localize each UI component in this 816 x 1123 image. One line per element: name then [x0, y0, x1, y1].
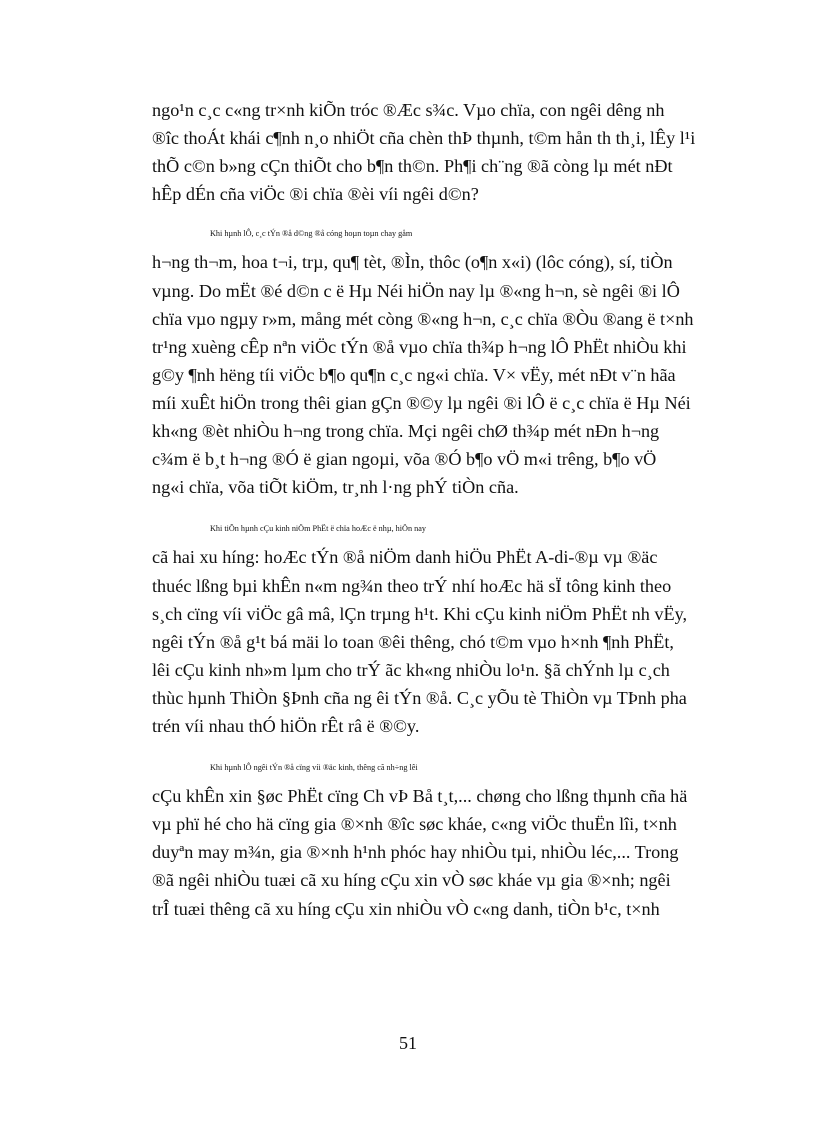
text-line: c¾m ë b¸t h¬ng ®Ó ë gian ngoµi, võa ®Ó b¶o vÖ m«i trêng, b¶o vÖ: [152, 449, 657, 470]
text-line: Khi hµnh lÔ, c¸c tÝn ®å d©ng ®å cóng hoµn toµn chay gåm: [210, 229, 413, 239]
text-line: Khi hµnh lÔ ngêi tÝn ®å cïng víi ®äc kinh, thêng cã nh÷ng lêi: [210, 763, 418, 773]
text-line: vµ phï hé cho hä cïng gia ®×nh ®îc søc kháe, c«ng viÖc thuËn lîi, t×nh: [152, 814, 677, 835]
paragraph-1: [152, 96, 740, 208]
text-line: ngêi tÝn ®å g¹t bá mäi lo toan ®êi thêng, chó t©m vµo h×nh ¶nh PhËt,: [152, 631, 674, 652]
text-line: kh«ng ®èt nhiÒu h¬ng trong chïa. Mçi ngêi chØ th¾p mét nÐn h¬ng: [152, 421, 660, 442]
paragraph-3: [152, 515, 740, 740]
text-line: duyªn may m¾n, gia ®×nh h¹nh phóc hay nhiÒu tµi, nhiÒu léc,... Trong: [152, 842, 679, 863]
text-line: ®îc thoÁt khái c¶nh n¸o nhiÖt cña chèn thÞ thµnh, t©m hån th th¸i, lÊy l¹i: [152, 128, 696, 149]
text-line: trén víi nhau thÓ hiÖn rÊt râ ë ®©y.: [152, 715, 420, 736]
text-line: míi xuÊt hiÖn trong thêi gian gÇn ®©y lµ ngêi ®i lÔ ë c¸c chïa ë Hµ Néi: [152, 392, 691, 413]
page-number: 51: [399, 1033, 417, 1053]
text-line: vµng. Do mËt ®é d©n c ë Hµ Néi hiÖn nay lµ ®«ng h¬n, sè ngêi ®i lÔ: [152, 280, 680, 301]
paragraph-2: [152, 220, 740, 501]
text-line: trÎ tuæi thêng cã xu híng cÇu xin nhiÒu vÒ c«ng danh, tiÒn b¹c, t×nh: [152, 898, 660, 919]
text-line: thÕ c©n b»ng cÇn thiÕt cho b¶n th©n. Ph¶i ch¨ng ®ã còng lµ mét nÐt: [152, 156, 673, 177]
text-line: cÇu khÊn xin §øc PhËt cïng Ch vÞ Bå t¸t,... chøng cho lßng thµnh cña hä: [152, 786, 688, 807]
text-line: ng«i chïa, võa tiÕt kiÖm, tr¸nh l·ng phÝ tiÒn cña.: [152, 477, 519, 498]
text-line: tr¹ng xuèng cÊp nªn viÖc tÝn ®å vµo chïa th¾p h¬ng lÔ PhËt nhiÒu khi: [152, 336, 687, 357]
text-line: g©y ¶nh hëng tíi viÖc b¶o qu¶n c¸c ng«i chïa. V× vËy, mét nÐt v¨n hãa: [152, 364, 676, 385]
text-line: s¸ch cïng víi viÖc gâ mâ, lÇn trµng h¹t. Khi cÇu kinh niÖm PhËt nh vËy,: [152, 603, 688, 624]
paragraph-4: [152, 754, 740, 923]
text-line: cã hai xu híng: hoÆc tÝn ®å niÖm danh hiÖu PhËt A-di-®µ vµ ®äc: [152, 547, 658, 568]
text-line: lêi cÇu kinh nh»m lµm cho trÝ ãc kh«ng nhiÒu lo¹n. §ã chÝnh lµ c¸ch: [152, 659, 670, 680]
page-body: [152, 96, 740, 923]
text-line: ®ã ngêi nhiÒu tuæi cã xu híng cÇu xin vÒ søc kháe vµ gia ®×nh; ngêi: [152, 870, 671, 891]
text-line: chïa vµo ngµy r»m, mång mét còng ®«ng h¬n, c¸c chïa ®Òu ®ang ë t×nh: [152, 308, 694, 329]
text-line: ngo¹n c¸c c«ng tr×nh kiÕn tróc ®Æc s¾c. Vµo chïa, con ngêi dêng nh: [152, 100, 665, 120]
text-line: hÊp dÉn cña viÖc ®i chïa ®èi víi ngêi d©n?: [152, 184, 479, 205]
text-line: h¬ng th¬m, hoa t¬i, trµ, qu¶ tèt, ®Ìn, thôc (o¶n x«i) (lôc cóng), sí, tiÒn: [152, 252, 673, 273]
text-line: thuéc lßng bµi khÊn n«m ng¾n theo trÝ nhí hoÆc hä sÏ tông kinh theo: [152, 575, 672, 596]
text-line: thùc hµnh ThiÒn §Þnh cña ng êi tÝn ®å. C¸c yÕu tè ThiÒn vµ TÞnh pha: [152, 687, 687, 708]
text-line: Khi tiÕn hµnh cÇu kinh niÖm PhËt ë chïa hoÆc ë nhµ, hiÖn nay: [210, 524, 426, 534]
